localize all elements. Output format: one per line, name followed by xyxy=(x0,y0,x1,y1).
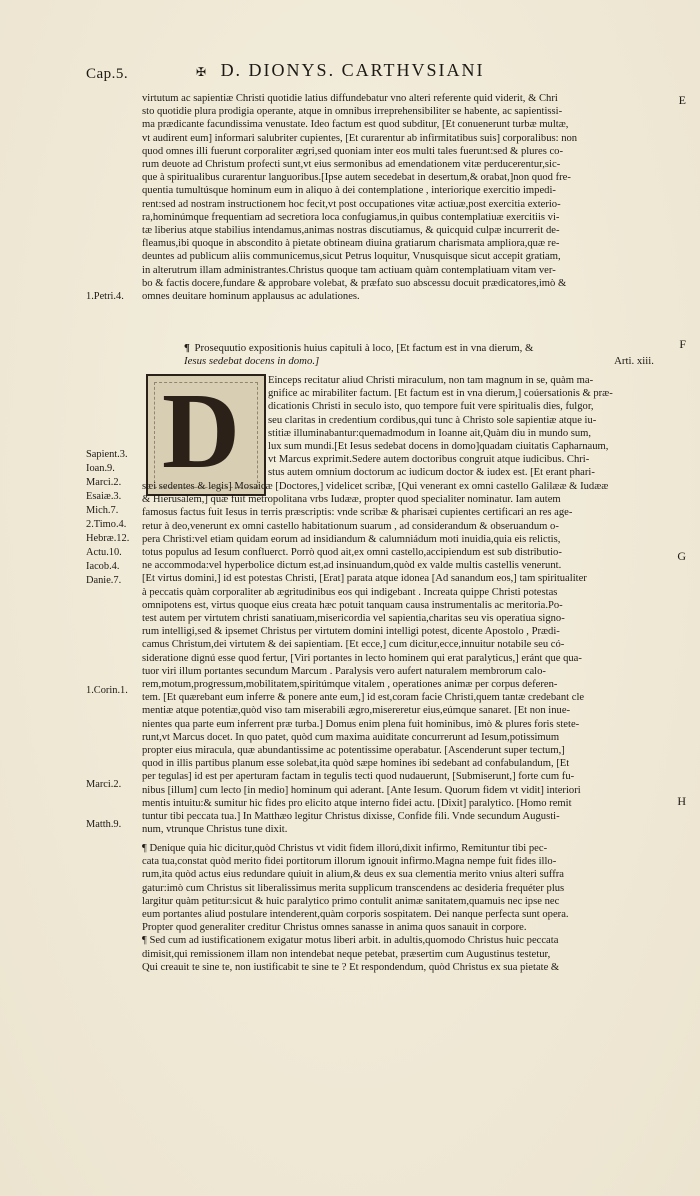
text-line: camus Christum,dei virtutem & dei sapientiam. [Et ecce,] cum dicitur,ecce,innuitur notabile seu có- xyxy=(142,639,565,651)
text-line: omnipotens est, virtus quoque eius creata hæc potuit tanquam causa instrumentalis ac meritoria.Po- xyxy=(142,599,563,611)
running-head xyxy=(196,60,484,81)
text-line: tuor viri illum portantes secundum Marcum . Paralysis vero aufert naturalem membrorum calo- xyxy=(142,665,546,677)
text-line: runt,vt Marcus docet. In quo patet, quòd cum maxima auiditate concurrerunt ad Iesum,potissimum xyxy=(142,731,560,743)
article-number: Arti. xiii. xyxy=(614,355,654,367)
text-line: quod omnes illi fuerunt corporaliter ægri,sed quoniam inter eos multi tales fuerunt:sed & plures co- xyxy=(142,145,564,157)
margin-ref: 2.Timo.4. xyxy=(86,519,127,530)
text-line: ma prædicante facundissima venustate. Ideo factum est quod subditur, [Et conuenerunt turbæ multæ, xyxy=(142,119,569,131)
text-block-4 xyxy=(142,842,668,974)
decorated-initial xyxy=(146,374,266,496)
text-block-1 xyxy=(142,92,668,303)
text-line: nibus [illum] cum lecto [in medio] hominum qui aderant. [Ante Iesum. Quorum fidem vt vidit] interiori xyxy=(142,784,581,796)
cross-ornament-icon: ✠ xyxy=(196,65,209,79)
margin-ref: Mich.7. xyxy=(86,505,119,516)
text-line: que à spiritualibus curarentur languoribus.[Ipse autem secedebat in desertum,& orabat,]non quod fre- xyxy=(142,172,571,184)
text-line: eum portantes aliud postulare intenderent,quàm corporis sospitatem. Dei nanque perfecta sunt opera. xyxy=(142,909,569,921)
text-line: fleamus,ibi quoque in abscondito à pietate obtineam diuina gratiarum charismata ampliora,quæ re- xyxy=(142,238,560,250)
text-line: quentia tumultúsque hominum eum in aliquo à dei contemplatione , interiorique exercitio impedi- xyxy=(142,185,556,197)
text-line: mentis intuitu:& sumitur hic fides pro elicito atque interno fidei actu. [Dixit] paralytico. [Homo remit xyxy=(142,797,572,809)
text-line: per tegulas] id est per aperturam factam in tegulis tecti quod nudauerunt, [Submiserunt,] forte cum fu- xyxy=(142,771,575,783)
text-line: totus populus ad Iesum confluerct. Porrò quod ait,ex omni castello,accipiendum est sub distributio- xyxy=(142,547,562,559)
margin-ref: Marci.2. xyxy=(86,779,122,790)
text-line: stus autem omnium doctorum ac iudicum doctor & iudex est. [Et erant phari- xyxy=(268,467,595,479)
text-line: Propter quod generaliter creditur Christus omnes sanasse in anima quos sanauit in corpore. xyxy=(142,922,527,934)
margin-ref: Ioan.9. xyxy=(86,463,115,474)
text-line: & Hierusalem,] quæ fuit metropolitana vrbs Iudææ, propter quod specialiter nominatur. Iam autem xyxy=(142,494,561,506)
text-line: rum intelligi,sed & ipsemet Christus per virtutem domini intelligi potest, dicente Apostolo , Prædi- xyxy=(142,626,560,638)
text-line: ra,hominúmque frequentiam ad secretiora loca confugiamus,in quibus contemplatiuæ exercitiis vi- xyxy=(142,211,560,223)
running-head-title: D. DIONYS. CARTHVSIANI xyxy=(220,60,485,80)
text-line: gnifice ac mirabiliter factum. [Et factum est in vna dierum,] coúersationis & præ- xyxy=(268,388,613,400)
text-line: retur à deo,venerunt ex omni castello habitationum suarum , ad considerandum & obseruandum o- xyxy=(142,520,559,532)
text-line: virtutum ac sapientiæ Christi quotidie latius diffundebatur vno alteri referente quid viderit, & Chri xyxy=(142,93,558,104)
margin-letter-h: H xyxy=(677,794,686,808)
margin-letter-f: F xyxy=(679,337,686,351)
text-line: vt Marcus exprimit.Sedere autem doctoribus congruit atque iudicibus. Chri- xyxy=(268,454,590,466)
article-heading xyxy=(184,342,654,368)
text-line: à peccatis quàm corporaliter ab ægritudinibus eos qui indigebant . Increata quippe Christi potestas xyxy=(142,586,558,598)
margin-ref: 1.Petri.4. xyxy=(86,291,124,302)
text-line: dicationis Christi in seculo isto, quo tempore fuit vere spiritualis dies, fulgor, xyxy=(268,401,594,413)
text-line: bo & factis docere,fundare & approbare volebat, & præfato suo abscessu docuit prædicatores,imò & xyxy=(142,277,567,289)
margin-letter-g: G xyxy=(677,549,686,563)
margin-ref: Iacob.4. xyxy=(86,561,120,572)
text-line: pera Christi:vel etiam quidam eorum ad insidiandum & calumniádum moti inuidia,quia eis relictis, xyxy=(142,533,561,545)
margin-ref: Actu.10. xyxy=(86,547,122,558)
text-line: quod in illis partibus planum esse solebat,ita quòd sæpe homines ibi sedebant ad confabulandum, [Et xyxy=(142,758,570,770)
text-line: Einceps recitatur aliud Christi miraculum, non tam magnum in se, quàm ma- xyxy=(268,375,594,386)
text-line: sto quotidie plura prodigia operante, atque in omnibus irreprehensibiliter se habente, ac sapientissi- xyxy=(142,106,563,118)
text-line: ¶ Sed cum ad iustificationem exigatur motus liberi arbit. in adultis,quomodo Christus huic peccata xyxy=(142,935,559,947)
text-line: [Et virtus domini,] id est potestas Christi, [Erat] parata atque idonea [Ad sanandum eos,] tam spiritualiter xyxy=(142,573,587,585)
heading-line-2: Iesus sedebat docens in domo.] xyxy=(184,355,320,367)
margin-ref: Sapient.3. xyxy=(86,449,128,460)
text-line: sideratione dignú esse quod fertur, [Viri portantes in lecto hominem qui erat paralyticus,] eránt que qua- xyxy=(142,652,582,664)
heading-line-1: Prosequutio expositionis huius capituli à loco, [Et factum est in vna dierum, & xyxy=(194,342,534,354)
text-line: largitur quàm petitur:sicut & huic paralytico primo contulit animæ sanitatem,quamuis nec ipse nec xyxy=(142,895,560,907)
margin-letter-e: E xyxy=(678,93,686,107)
chapter-label: Cap.5. xyxy=(86,66,129,82)
text-line: deuntes ad publicum aliis communicemus,sicut Petrus loquitur, Vnusquisque sicut accepit gratiam, xyxy=(142,251,561,263)
margin-ref: Marci.2. xyxy=(86,477,122,488)
text-line: num, vtrunque Christus tune dixit. xyxy=(142,824,288,836)
text-line: rum,ita quòd actus eius redundare quiuit in alium,& deus ex sua clementia merito vnius alteri suffra xyxy=(142,869,564,881)
text-line: lux sum mundi.[Et Iesus sedebat docens in domo]quadam ciuitatis Capharnaum, xyxy=(268,441,609,453)
text-line: sæi sedentes & legis] Mosaicæ [Doctores,] videlicet scribæ, [Qui venerant ex omni castello Galilææ & Iudææ xyxy=(142,481,609,492)
text-line: rem,motum,progressum,mobilitatem,spiritúmque vitalem , operationes animæ per corpus deferen- xyxy=(142,679,558,691)
text-line: dimisit,qui remissionem illam non intendebat neque petebat, præsertim cum Augustinus testetur, xyxy=(142,948,551,960)
margin-ref: Matth.9. xyxy=(86,819,122,830)
pilcrow-icon: ¶ xyxy=(184,342,190,354)
text-line: seu claritas in credentium cordibus,qui tunc à Christo sole sapientiæ atque iu- xyxy=(268,414,597,426)
text-line: test autem per virtutem christi sanatiuam,misericordia vel sapientia,charitas seu vis operatiua signo- xyxy=(142,613,565,625)
text-line: ne accommoda:vel hyperbolice dictum est,ad insinuandum,quòd ex valde multis castellis venerunt. xyxy=(142,560,562,572)
text-line: tuntur tibi peccata tua.] In Matthæo legitur Christus dixisse, Confide fili. Vnde secundum Augusti- xyxy=(142,811,560,823)
text-line: propter eius miracula, quæ abundantissime ac potentissime operabatur. [Ascenderunt super tectum,] xyxy=(142,745,565,757)
text-line: nientes qua parte eum inferrent præ turba.] Domus enim plena fuit hominibus, imò & plures foris stete- xyxy=(142,718,580,730)
text-line: mentiæ atque potentiæ,quòd viso tam miserabili ægro,misereretur eius,eúmque sanaret. [Et non inue- xyxy=(142,705,571,717)
text-line: rum deuote ad Christum profecti sunt,vt eius sermonibus ad emendationem vitæ perducerentur,sic- xyxy=(142,159,561,171)
text-line: tem. [Et quærebant eum inferre & ponere ante eum,] id est,coram facie Christi,quem tantæ credebant cle xyxy=(142,692,585,704)
text-line: famosus factus fuit Iesus in terris præscriptis: vnde scribæ & pharisæi cupientes certificari an res age- xyxy=(142,507,573,519)
text-line: rent:sed ad nostram instructionem hoc fecit,vt post occupationes vitæ actiuæ,post exercitia exterio- xyxy=(142,198,561,210)
text-line: cata tua,constat quòd merito fidei portitorum illorum ignouit infirmo.Magna nempe fuit fides illo- xyxy=(142,856,557,868)
text-line: Qui creauit te sine te, non iustificabit te sine te ? Et respondendum, quòd Christus ex sua pietate & xyxy=(142,961,560,973)
margin-ref: 1.Corin.1. xyxy=(86,685,128,696)
text-block-2 xyxy=(268,374,668,480)
text-line: vt audirent eum] informari salubriter cupientes, [Et curarentur ab infirmitatibus suis] corporalibus: non xyxy=(142,132,578,144)
text-line: stitiæ illuminabantur:quemadmodum in Ioanne ait,Quàm diu in mundo sum, xyxy=(268,427,592,439)
text-line: in alterutrum illam administrantes.Christus quoque tam actiuam quàm contemplatiuam vitam ver- xyxy=(142,264,556,276)
text-block-3 xyxy=(142,480,668,836)
text-line: tæ liberius atque stabilius intendamus,animas nostras discutiamus, & quicquid culpæ incurrerit de- xyxy=(142,225,560,237)
text-line: ¶ Denique quia hic dicitur,quòd Christus vt vidit fidem illorú,dixit infirmo, Remituntur tibi pec- xyxy=(142,843,548,854)
text-line: gatur:imò cum Christus sit liberalissimus merita supplicum transcendens ac desideria frequéter plus xyxy=(142,882,565,894)
margin-ref: Danie.7. xyxy=(86,575,122,586)
initial-letter: D xyxy=(162,372,240,491)
margin-ref: Hebræ.12. xyxy=(86,533,130,544)
text-line: omnes deuitare hominum applausus ac adulationes. xyxy=(142,291,360,303)
margin-ref: Esaiæ.3. xyxy=(86,491,122,502)
